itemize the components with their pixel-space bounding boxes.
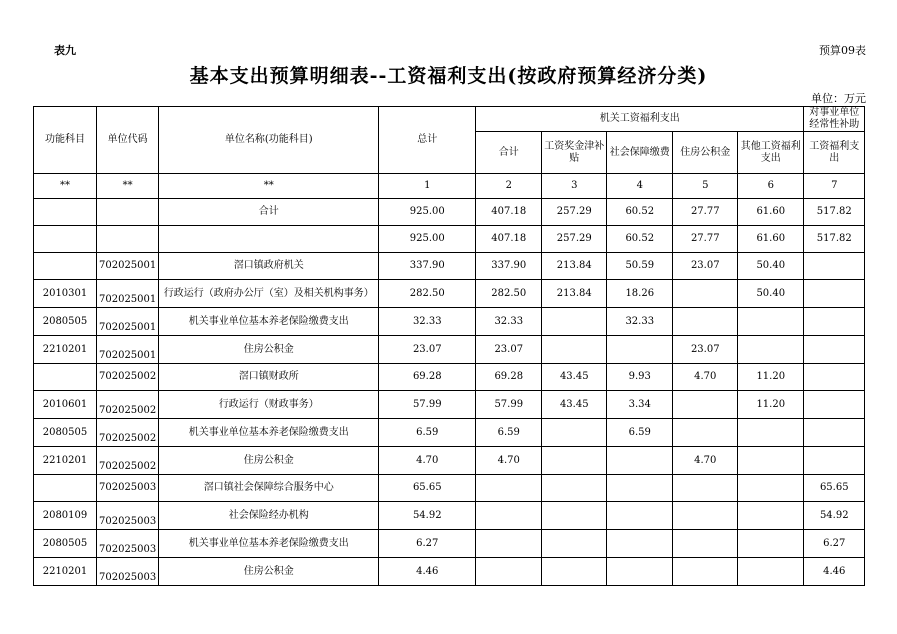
- cell-unit-name: 机关事业单位基本养老保险缴费支出: [159, 308, 379, 336]
- cell-sub-social: [607, 475, 673, 502]
- cell-sub-social: 3.34: [607, 391, 673, 419]
- cell-sub-salary: 43.45: [542, 391, 607, 419]
- cell-unit-code: [97, 199, 159, 226]
- header-func-subject: 功能科目: [34, 107, 97, 174]
- cell-sub-social: [607, 530, 673, 558]
- cell-sub-other: [738, 419, 804, 447]
- cell-sub-other: 11.20: [738, 364, 804, 391]
- index-cell: 6: [738, 174, 804, 199]
- cell-public-salary: [804, 419, 865, 447]
- cell-sub-housing: [673, 391, 738, 419]
- page-title: 基本支出预算明细表--工资福利支出(按政府预算经济分类): [189, 65, 708, 87]
- cell-sub-total: 23.07: [476, 336, 542, 364]
- cell-unit-code: [97, 226, 159, 253]
- cell-sub-total: 337.90: [476, 253, 542, 280]
- table-number-label: 表九: [54, 44, 76, 57]
- index-cell: 3: [542, 174, 607, 199]
- cell-sub-salary: 257.29: [542, 226, 607, 253]
- cell-sub-housing: [673, 502, 738, 530]
- cell-sub-housing: [673, 558, 738, 586]
- cell-total: 23.07: [379, 336, 476, 364]
- table-row: [34, 280, 865, 308]
- cell-sub-salary: 213.84: [542, 253, 607, 280]
- cell-sub-social: 50.59: [607, 253, 673, 280]
- cell-public-salary: 4.46: [804, 558, 865, 586]
- header-sub-other: 其他工资福利支出: [738, 132, 804, 174]
- cell-func-subject: 2010301: [34, 280, 97, 308]
- cell-sub-social: [607, 502, 673, 530]
- cell-sub-total: [476, 530, 542, 558]
- cell-unit-name: 合计: [159, 199, 379, 226]
- cell-total: 6.27: [379, 530, 476, 558]
- cell-sub-total: 6.59: [476, 419, 542, 447]
- header-unit-code: 单位代码: [97, 107, 159, 174]
- cell-unit-name: 机关事业单位基本养老保险缴费支出: [159, 419, 379, 447]
- cell-public-salary: [804, 391, 865, 419]
- table-row: [34, 391, 865, 419]
- cell-unit-name: 住房公积金: [159, 447, 379, 475]
- cell-unit-code: 702025003: [97, 558, 159, 586]
- cell-sub-salary: [542, 530, 607, 558]
- cell-sub-other: [738, 558, 804, 586]
- cell-sub-other: [738, 475, 804, 502]
- cell-sub-social: 60.52: [607, 226, 673, 253]
- cell-public-salary: [804, 280, 865, 308]
- cell-public-salary: 6.27: [804, 530, 865, 558]
- cell-sub-housing: 23.07: [673, 336, 738, 364]
- index-cell: 5: [673, 174, 738, 199]
- cell-unit-name: 机关事业单位基本养老保险缴费支出: [159, 530, 379, 558]
- cell-sub-total: 69.28: [476, 364, 542, 391]
- cell-sub-social: 32.33: [607, 308, 673, 336]
- cell-unit-name: 行政运行（政府办公厅（室）及相关机构事务）: [159, 280, 379, 308]
- cell-sub-housing: 27.77: [673, 199, 738, 226]
- cell-unit-code: 702025001: [97, 253, 159, 280]
- cell-total: 4.70: [379, 447, 476, 475]
- table-row: [34, 336, 865, 364]
- cell-sub-other: [738, 336, 804, 364]
- cell-func-subject: [34, 475, 97, 502]
- cell-sub-housing: [673, 475, 738, 502]
- cell-sub-total: [476, 502, 542, 530]
- index-row: [34, 174, 865, 199]
- cell-total: 65.65: [379, 475, 476, 502]
- cell-public-salary: 517.82: [804, 199, 865, 226]
- header-sub-social: 社会保障缴费: [607, 132, 673, 174]
- cell-sub-housing: 4.70: [673, 364, 738, 391]
- cell-sub-salary: 213.84: [542, 280, 607, 308]
- cell-sub-housing: 23.07: [673, 253, 738, 280]
- cell-unit-name: 滘口镇财政所: [159, 364, 379, 391]
- index-cell: 4: [607, 174, 673, 199]
- cell-sub-salary: [542, 336, 607, 364]
- cell-sub-social: [607, 447, 673, 475]
- cell-unit-code: 702025001: [97, 308, 159, 336]
- cell-total: 337.90: [379, 253, 476, 280]
- cell-public-salary: [804, 308, 865, 336]
- cell-func-subject: 2080505: [34, 308, 97, 336]
- cell-unit-code: 702025001: [97, 280, 159, 308]
- cell-total: 69.28: [379, 364, 476, 391]
- cell-sub-salary: [542, 447, 607, 475]
- cell-sub-other: [738, 447, 804, 475]
- cell-total: 4.46: [379, 558, 476, 586]
- form-number-label: 预算09表: [819, 44, 866, 57]
- table-row: [34, 199, 865, 226]
- cell-sub-salary: [542, 558, 607, 586]
- index-cell: 7: [804, 174, 865, 199]
- cell-sub-total: 282.50: [476, 280, 542, 308]
- cell-sub-salary: [542, 419, 607, 447]
- cell-total: 32.33: [379, 308, 476, 336]
- header-sub-public-salary: 工资福利支出: [804, 132, 865, 174]
- cell-unit-code: 702025003: [97, 502, 159, 530]
- cell-sub-salary: [542, 475, 607, 502]
- cell-sub-salary: 43.45: [542, 364, 607, 391]
- budget-table: [33, 106, 865, 586]
- cell-sub-housing: [673, 280, 738, 308]
- cell-sub-total: 57.99: [476, 391, 542, 419]
- table-row: [34, 308, 865, 336]
- cell-unit-name: 滘口镇社会保障综合服务中心: [159, 475, 379, 502]
- cell-public-salary: [804, 364, 865, 391]
- cell-sub-salary: [542, 308, 607, 336]
- cell-unit-code: 702025001: [97, 336, 159, 364]
- cell-func-subject: 2210201: [34, 558, 97, 586]
- header-sub-housing: 住房公积金: [673, 132, 738, 174]
- cell-total: 925.00: [379, 226, 476, 253]
- cell-public-salary: 54.92: [804, 502, 865, 530]
- header-group-org: 机关工资福利支出: [476, 107, 804, 132]
- table-row: [34, 475, 865, 502]
- cell-sub-housing: [673, 419, 738, 447]
- table-row: [34, 419, 865, 447]
- cell-func-subject: 2080505: [34, 419, 97, 447]
- cell-public-salary: 517.82: [804, 226, 865, 253]
- cell-sub-other: 61.60: [738, 226, 804, 253]
- table-row: [34, 447, 865, 475]
- cell-unit-code: 702025002: [97, 447, 159, 475]
- cell-func-subject: 2010601: [34, 391, 97, 419]
- cell-func-subject: 2210201: [34, 336, 97, 364]
- cell-sub-other: 50.40: [738, 280, 804, 308]
- cell-sub-other: 61.60: [738, 199, 804, 226]
- cell-unit-code: 702025003: [97, 475, 159, 502]
- cell-total: 54.92: [379, 502, 476, 530]
- index-cell: 1: [379, 174, 476, 199]
- cell-sub-total: 407.18: [476, 199, 542, 226]
- cell-sub-total: 407.18: [476, 226, 542, 253]
- cell-unit-name: 住房公积金: [159, 558, 379, 586]
- cell-sub-total: [476, 475, 542, 502]
- cell-sub-social: [607, 336, 673, 364]
- cell-func-subject: 2210201: [34, 447, 97, 475]
- cell-unit-code: 702025002: [97, 419, 159, 447]
- cell-public-salary: [804, 253, 865, 280]
- index-cell: 2: [476, 174, 542, 199]
- cell-sub-housing: [673, 308, 738, 336]
- cell-func-subject: [34, 364, 97, 391]
- index-cell: **: [97, 174, 159, 199]
- table-row: [34, 530, 865, 558]
- header-total: 总计: [379, 107, 476, 174]
- header-unit-name: 单位名称(功能科目): [159, 107, 379, 174]
- cell-unit-name: 社会保险经办机构: [159, 502, 379, 530]
- cell-sub-housing: [673, 530, 738, 558]
- index-cell: **: [159, 174, 379, 199]
- table-row: [34, 253, 865, 280]
- cell-public-salary: 65.65: [804, 475, 865, 502]
- cell-sub-other: [738, 308, 804, 336]
- cell-public-salary: [804, 336, 865, 364]
- cell-sub-total: [476, 558, 542, 586]
- table-row: [34, 364, 865, 391]
- cell-sub-other: 11.20: [738, 391, 804, 419]
- cell-sub-social: [607, 558, 673, 586]
- header-sub-total: 合计: [476, 132, 542, 174]
- cell-sub-total: 4.70: [476, 447, 542, 475]
- header-sub-salary: 工资奖金津补贴: [542, 132, 607, 174]
- cell-sub-social: 18.26: [607, 280, 673, 308]
- cell-sub-housing: 4.70: [673, 447, 738, 475]
- cell-public-salary: [804, 447, 865, 475]
- cell-sub-social: 9.93: [607, 364, 673, 391]
- cell-sub-other: [738, 502, 804, 530]
- cell-sub-total: 32.33: [476, 308, 542, 336]
- cell-total: 6.59: [379, 419, 476, 447]
- cell-sub-social: 6.59: [607, 419, 673, 447]
- cell-unit-name: 行政运行（财政事务）: [159, 391, 379, 419]
- cell-sub-housing: 27.77: [673, 226, 738, 253]
- table-row: [34, 558, 865, 586]
- cell-sub-salary: 257.29: [542, 199, 607, 226]
- cell-total: 282.50: [379, 280, 476, 308]
- cell-func-subject: 2080109: [34, 502, 97, 530]
- cell-unit-name: [159, 226, 379, 253]
- cell-unit-name: 住房公积金: [159, 336, 379, 364]
- cell-sub-other: [738, 530, 804, 558]
- cell-unit-code: 702025002: [97, 391, 159, 419]
- table-row: [34, 226, 865, 253]
- cell-total: 925.00: [379, 199, 476, 226]
- table-row: [34, 502, 865, 530]
- cell-sub-salary: [542, 502, 607, 530]
- index-cell: **: [34, 174, 97, 199]
- cell-unit-code: 702025002: [97, 364, 159, 391]
- unit-label: 单位：万元: [811, 92, 866, 105]
- cell-sub-other: 50.40: [738, 253, 804, 280]
- cell-unit-name: 滘口镇政府机关: [159, 253, 379, 280]
- cell-func-subject: 2080505: [34, 530, 97, 558]
- cell-unit-code: 702025003: [97, 530, 159, 558]
- cell-total: 57.99: [379, 391, 476, 419]
- cell-func-subject: [34, 253, 97, 280]
- cell-func-subject: [34, 199, 97, 226]
- header-group-public: 对事业单位经常性补助: [804, 107, 865, 132]
- cell-func-subject: [34, 226, 97, 253]
- cell-sub-social: 60.52: [607, 199, 673, 226]
